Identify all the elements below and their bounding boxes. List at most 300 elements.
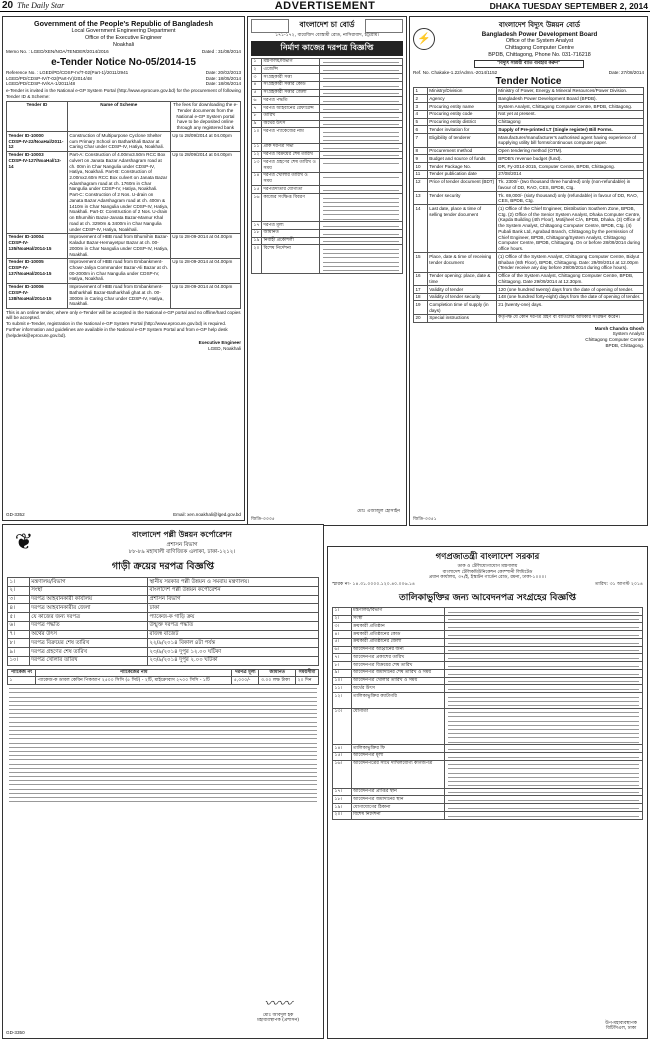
table-row — [252, 120, 403, 128]
bpdb-table — [413, 87, 644, 323]
tea-row-number: ২০ — [252, 245, 262, 273]
bpdb-row-label: Tender Package No. — [427, 163, 496, 171]
govt-signer-org: বিটিসিএল, ঢাকা — [605, 1026, 637, 1032]
filler-line — [9, 686, 317, 689]
table-row — [333, 745, 643, 753]
lged-scheme-name: Improvement of HBB road from Embankment-Chowr-Jaliya Commander Bazar-Ali Bazar at ch. 00-2000m in Char Nangulia under CDSP-IV, Hatiya, Noakhali. — [67, 258, 170, 283]
lged-tender-ad — [2, 16, 245, 521]
tea-note-box-left — [251, 19, 289, 33]
filler-line — [9, 728, 317, 731]
bpdb-row-label: Special instructions — [427, 314, 496, 322]
tea-row-number: ১৯ — [252, 237, 262, 245]
rural-row-label: যে কাজের জন্য দরপত্র — [29, 613, 147, 622]
filler-line — [9, 749, 317, 752]
tea-row-value — [319, 66, 402, 74]
govt-row-label: যোগ্যতা — [351, 708, 444, 745]
table-row — [7, 132, 241, 151]
filler-line — [9, 707, 317, 710]
bpdb-row-number: 6 — [414, 126, 428, 134]
bpdb-centre: Chittagong Computer Centre — [505, 44, 574, 51]
tea-row-value — [319, 128, 402, 144]
filler-line — [323, 216, 398, 219]
tea-row-number: ৯ — [252, 120, 262, 128]
rural-row-number: ১। — [8, 578, 30, 587]
bpdb-row-value: Ministry of Power, Energy & Mineral Resources/Power Division. — [496, 87, 643, 95]
govt-row-value — [444, 788, 642, 796]
govt-title: গণপ্রজাতন্ত্রী বাংলাদেশ সরকার — [435, 552, 540, 562]
filler-line — [448, 609, 638, 612]
filler-line — [9, 757, 317, 760]
rural-row-number: ৬। — [8, 621, 30, 630]
govt-row-value — [444, 615, 642, 623]
tea-heading: নির্মাণ কাজের দরপত্র বিজ্ঞপ্তি — [251, 41, 403, 56]
filler-line — [323, 161, 398, 164]
rural-row-value: উন্মুক্ত দরপত্র পদ্ধতি — [147, 621, 318, 630]
govt-row-number: ১১। — [333, 685, 352, 693]
govt-row-number: ১৪। — [333, 745, 352, 753]
bpdb-row-label: Tender invitation for — [427, 126, 496, 134]
bpdb-row-value: কর্তৃপক্ষ যে কোন দরপত্র গ্রহণ বা বাতিলের অধিকার সংরক্ষণ করেন। — [496, 314, 643, 322]
tea-row-number: ১৩ — [252, 159, 262, 172]
rural-row-number: ১০। — [8, 656, 30, 665]
rural-row-number: ৮। — [8, 639, 30, 648]
bpdb-row-number: 5 — [414, 118, 428, 126]
govt-row-value — [444, 623, 642, 631]
tea-row-number: ১৫ — [252, 186, 262, 194]
tea-table — [251, 58, 403, 274]
lged-reference-no: LGED/PD/CDSP-IV/KA-1/2011/48 — [6, 81, 76, 87]
table-row — [8, 613, 319, 622]
lged-memo: Memo No. : LGED/XEN/NOA/TENDER/2014/2016 — [6, 49, 109, 55]
table-row — [252, 172, 403, 185]
bpdb-row-label: Procuring entity district — [427, 118, 496, 126]
govt-row-label: তালিকাভুক্তির ফি — [351, 745, 444, 753]
filler-line — [323, 268, 398, 271]
filler-line — [9, 799, 317, 802]
rural-row-label: দরপত্র বিক্রয়ের শেষ তারিখ — [29, 639, 147, 648]
bpdb-row-value: Chittagong — [496, 118, 643, 126]
tea-row-label: দরপত্র মূল্য — [261, 222, 319, 230]
tea-row-value — [319, 172, 402, 185]
lged-signer-org: LGED, Noakhali — [208, 346, 241, 352]
govt-row-label: আবেদনপত্র জমাদানের শেষ তারিখ ও সময় — [351, 669, 444, 677]
filler-line — [323, 264, 398, 267]
filler-line — [448, 806, 638, 809]
page-number: 20 — [2, 0, 14, 11]
table-row — [8, 677, 319, 685]
bpdb-row-value: Manufacturer/manufacturer's authorised agent having experience of supplying utility bill forms/continuous computer paper. — [496, 134, 643, 147]
govt-row-value — [444, 693, 642, 709]
filler-line — [448, 656, 638, 659]
table-row — [414, 163, 644, 171]
tea-row-number: ১১ — [252, 143, 262, 151]
filler-line — [448, 770, 638, 773]
newspaper-masthead — [0, 0, 650, 12]
table-row — [252, 89, 403, 97]
filler-line — [448, 617, 638, 620]
table-row — [414, 126, 644, 134]
tea-row-label: তারিখ — [261, 112, 319, 120]
govt-row-number: ১৮। — [333, 796, 352, 804]
bpdb-title-en: Bangladesh Power Development Board — [481, 31, 598, 38]
table-row — [333, 607, 643, 615]
table-row — [414, 134, 644, 147]
lged-scheme-name: Construction of Multipurpose Cyclone Shelter cum Primary School on Batharkhali Bazar at Caring Char under CDSP-IV, Hatiya, Noakhali. — [67, 132, 170, 151]
tea-row-label: দরপত্র বিক্রয়ের শেষ তারিখ — [261, 151, 319, 159]
filler-line — [448, 640, 638, 643]
lged-email: Email: xen.noakhali@lged.gov.bd — [173, 512, 241, 518]
tea-title: বাংলাদেশ চা বোর্ড — [299, 20, 355, 29]
govt-heading: তালিকাভুক্তির জন্য আবেদনপত্র সংগ্রহের বিজ্ঞপ্তি — [398, 592, 577, 603]
rural-vehicle-ad — [2, 524, 324, 1039]
filler-line — [323, 83, 398, 86]
filler-line — [9, 774, 317, 777]
bpdb-row-value: 148 (one hundred forty-eight) days from the date of opening of tender. — [496, 293, 643, 301]
filler-line — [448, 798, 638, 801]
filler-line — [323, 134, 398, 137]
rural-row-label: দরপত্র আহবানকারী কার্যালয় — [29, 595, 147, 604]
rural-logo-icon: ❦ — [14, 530, 34, 555]
rural-signature-image: 〰〰 — [264, 995, 293, 1012]
govt-row-label: সংস্থা — [351, 615, 444, 623]
rural-row-value: ঢাকা — [147, 604, 318, 613]
lged-scheme-name: Improvement of HBB road from Embankment-Batharkhali Bazar-Batharkhali ghat at ch. 00-3000m in Caring Char under CDSP-IV, Hatiya, Noakhali. — [67, 283, 170, 308]
govt-row-value — [444, 662, 642, 670]
rural-row-number: ৩। — [8, 595, 30, 604]
tea-row-label: দরপত্র গ্রহণের শেষ তারিখ ও সময় — [261, 159, 319, 172]
table-row — [333, 669, 643, 677]
tea-row-number: ১৬ — [252, 194, 262, 222]
lged-footer-line: To submit e-Tender, registration in the National e-GP System Portal (http://www.eprocure.gov.bd) is required. — [6, 321, 227, 327]
table-row — [8, 656, 319, 665]
lged-notice-title: e-Tender Notice No-05/2014-15 — [51, 56, 196, 68]
table-row — [333, 796, 643, 804]
filler-line — [448, 625, 638, 628]
rural-row-label: অর্থের উৎস — [29, 630, 147, 639]
rural-package-cell: প্যাকেজ-ক ডাবল কেবিন পিকআপ ২৫০০ সিসি (৫ সিট) - ২টি, মাইক্রোবাস ২৭০০ সিসি - ১টি — [36, 677, 232, 685]
lged-fee-deadline: Up to 28/09/2014 at 04.00pm — [170, 132, 240, 151]
bpdb-row-value: Office of the System Analyst, Chittagong Computer Centre, BPDB, Chittagong. Date 29/09/2014 at 12.30pm. — [496, 272, 643, 285]
rural-row-number: ৫। — [8, 613, 30, 622]
table-row — [333, 804, 643, 812]
filler-line — [9, 745, 317, 748]
tea-row-value — [319, 74, 402, 82]
tea-row-label: মন্ত্রণালয়/বিভাগ — [261, 58, 319, 66]
bpdb-row-number: 9 — [414, 155, 428, 163]
rural-row-value: ২৩/৯/২০১৪ দুপুর ২.০০ ঘটিকা — [147, 656, 318, 665]
bpdb-address: BPDB, Chittagong, Phone No. 031-716218 — [488, 51, 591, 58]
filler-line — [9, 778, 317, 781]
filler-line — [448, 731, 638, 734]
bpdb-row-label: Procurement method — [427, 147, 496, 155]
govt-row-label: আবেদনপত্রের সাথে দাখিলযোগ্য কাগজপত্র — [351, 760, 444, 788]
tea-row-number: ৫ — [252, 89, 262, 97]
filler-line — [448, 671, 638, 674]
table-row — [252, 74, 403, 82]
table-row — [414, 178, 644, 191]
table-row — [333, 623, 643, 631]
table-row — [414, 118, 644, 126]
lged-intro: e-Tender is invited in the National e-GP System Portal (http://www.eprocure.gov.bd) for the procurement of following Tender ID & Scheme: — [6, 88, 241, 99]
tea-row-value — [319, 58, 402, 66]
filler-line — [448, 762, 638, 765]
bpdb-row-label: Tender publication date — [427, 170, 496, 178]
lged-dept: Local Government Engineering Department — [71, 28, 176, 34]
bpdb-row-label: Place, date & time of receiving tender document — [427, 253, 496, 272]
table-row — [252, 229, 403, 237]
filler-line — [9, 715, 317, 718]
filler-line — [448, 703, 638, 706]
bpdb-row-value: Open tendering method (OTM). — [496, 147, 643, 155]
bpdb-row-number: 16 — [414, 272, 428, 285]
filler-line — [323, 255, 398, 258]
filler-line — [323, 107, 398, 110]
bpdb-row-number: 4 — [414, 110, 428, 118]
tea-row-label: সংগ্রহকারী সত্তা — [261, 74, 319, 82]
govt-row-value — [444, 654, 642, 662]
filler-line — [448, 695, 638, 698]
filler-line — [448, 775, 638, 778]
govt-row-value — [444, 669, 642, 677]
lged-references — [6, 70, 241, 87]
bpdb-footer-code: জিডি-৩৩৫১ — [413, 517, 437, 523]
lged-tender-id: Tender ID-10004 CDSP-IV-135/NoaHal/2014-15 — [7, 233, 68, 258]
govt-row-label: যোগাযোগের ঠিকানা — [351, 804, 444, 812]
filler-line — [448, 710, 638, 713]
filler-line — [323, 188, 398, 191]
rural-package-cell: ৫,০০০/- — [232, 677, 259, 685]
tea-row-label: অর্থের উৎস — [261, 120, 319, 128]
govt-row-label: আবেদনপত্র প্রাপ্তির স্থান — [351, 788, 444, 796]
table-row — [414, 110, 644, 118]
tea-row-number: ৪ — [252, 81, 262, 89]
govt-memo-date: তারিখ: ৩১ আগস্ট ২০১৪ — [594, 582, 643, 588]
rural-signer: মোঃ আবদুল হক — [262, 1012, 294, 1018]
rural-row-value: প্রশাসন বিভাগ — [147, 595, 318, 604]
table-row — [252, 105, 403, 113]
tea-row-label: দরপত্র আহবানের রেফারেন্স — [261, 105, 319, 113]
rural-row-label: দরপত্র আহবানকারীর জেলা — [29, 604, 147, 613]
tea-row-value — [319, 81, 402, 89]
table-row — [7, 151, 241, 233]
govt-row-label: বিশেষ নির্দেশনা — [351, 811, 444, 819]
tea-row-label: জামানত — [261, 229, 319, 237]
tea-row-number: ১৭ — [252, 222, 262, 230]
bpdb-row-label: Tender opening: place, date & time — [427, 272, 496, 285]
tea-row-value — [319, 245, 402, 273]
bpdb-motto: "বিদ্যুৎ সাশ্রয়ী বাতি ব্যবহার করুন" — [474, 60, 584, 68]
tea-row-label: নির্বাহী প্রকৌশলী — [261, 237, 319, 245]
tea-address: ১৭১-১৭২, বায়েজিদ বোস্তামী রোড, নাসিরাবাদ, চট্টগ্রাম। — [275, 33, 379, 38]
filler-line — [448, 754, 638, 757]
govt-row-number: ৩। — [333, 623, 352, 631]
lged-footer-text — [6, 310, 241, 339]
filler-line — [323, 114, 398, 117]
filler-line — [448, 699, 638, 702]
table-row — [8, 639, 319, 648]
table-row — [333, 708, 643, 745]
govt-row-label: আবেদনপত্র বিক্রয়ের শেষ তারিখ — [351, 662, 444, 670]
tea-row-number: ১ — [252, 58, 262, 66]
table-row — [252, 58, 403, 66]
bpdb-row-value: Bangladesh Power Development Board (BPDB). — [496, 95, 643, 103]
filler-line — [9, 736, 317, 739]
table-row — [333, 760, 643, 788]
lged-col-scheme: Name of Scheme — [67, 101, 170, 132]
govt-row-number: ৪। — [333, 631, 352, 639]
bpdb-row-value: Supply of Pre-printed LT (Single register) Bill Forms. — [496, 126, 643, 134]
bpdb-row-value: DR, Fy-2014-2015, Computer Centre, BPDB, Chittagong. — [496, 163, 643, 171]
govt-signer: উপ-মহাব্যবস্থাপক — [605, 1020, 637, 1026]
table-row — [8, 586, 319, 595]
govt-row-number: ১৭। — [333, 788, 352, 796]
filler-line — [323, 247, 398, 250]
lged-footer-line: Further information and guidelines are available in the National e-GP System Portal and from e-GP help desk (helpdesk@eprocure.gov.bd). — [6, 326, 228, 338]
filler-line — [448, 723, 638, 726]
govt-row-value — [444, 760, 642, 788]
filler-line — [323, 208, 398, 211]
table-row — [333, 638, 643, 646]
govt-row-label: আবেদনপত্র জমাদানের স্থান — [351, 796, 444, 804]
table-row — [252, 151, 403, 159]
bpdb-row-value: (1) Office of the System Analyst, Chittagong Computer Centre, Bidyut Bhaban (6th Floor), BPDB, Chittagong. Date: 29/09/2014 at 12.00pm (Tender receive any day before 29/09/2014 during office hours). — [496, 253, 643, 272]
table-row — [7, 233, 241, 258]
bpdb-row-number: 18 — [414, 293, 428, 301]
bpdb-signer: Marsh Chandra Ghosh — [594, 325, 644, 331]
lged-reference-line — [6, 81, 241, 87]
bpdb-row-label: Price of tender document (BDT) — [427, 178, 496, 191]
tea-row-value — [319, 97, 402, 105]
tea-row-label: দরপত্রদাতার যোগ্যতা — [261, 186, 319, 194]
filler-line — [9, 766, 317, 769]
govt-row-value — [444, 607, 642, 615]
filler-line — [323, 239, 398, 242]
tea-row-number: ২ — [252, 66, 262, 74]
rural-heading: গাড়ী ক্রয়ের দরপত্র বিজ্ঞপ্তি — [111, 561, 215, 572]
bpdb-tender-ad — [409, 16, 648, 526]
bpdb-row-number: 3 — [414, 103, 428, 111]
table-row — [252, 194, 403, 222]
tea-row-value — [319, 222, 402, 230]
filler-line — [323, 99, 398, 102]
govt-row-label: তালিকাভুক্তির ক্যাটাগরি — [351, 693, 444, 709]
lged-signer: Executive Engineer — [198, 340, 241, 346]
bpdb-row-number: 11 — [414, 170, 428, 178]
filler-line — [323, 174, 398, 177]
bpdb-row-number: 12 — [414, 178, 428, 191]
bpdb-row-number: 14 — [414, 205, 428, 253]
filler-line — [323, 68, 398, 71]
bpdb-signer-org: Chittagong Computer Centre — [585, 337, 644, 343]
bpdb-row-number: 20 — [414, 314, 428, 322]
bpdb-row-label: Agency — [427, 95, 496, 103]
table-row — [252, 222, 403, 230]
table-row — [414, 314, 644, 322]
tea-row-label: সংগ্রহকারী সত্তার জেলা — [261, 89, 319, 97]
table-row — [252, 66, 403, 74]
lged-tender-table — [6, 101, 241, 309]
tea-row-label: কাজের সংক্ষিপ্ত বিবরণ — [261, 194, 319, 222]
tea-row-value — [319, 112, 402, 120]
table-row — [333, 677, 643, 685]
rural-row-number: ৪। — [8, 604, 30, 613]
govt-enlistment-ad — [327, 546, 648, 1039]
filler-line — [323, 251, 398, 254]
bpdb-title-bn: বাংলাদেশ বিদ্যুৎ উন্নয়ন বোর্ড — [498, 21, 581, 29]
filler-line — [448, 664, 638, 667]
lged-gov-title: Government of the People's Republic of Bangladesh — [33, 19, 214, 28]
rural-title: বাংলাদেশ পল্লী উন্নয়ন কর্পোরেশন — [132, 530, 232, 540]
govt-row-number: ১০। — [333, 677, 352, 685]
filler-line — [448, 633, 638, 636]
tea-row-number: ১৪ — [252, 172, 262, 185]
govt-memo: স্মারক নং- ১৪.৩১.০০০০.১২০.৪০.০০৬.১৪ — [332, 582, 416, 588]
bpdb-row-number: 10 — [414, 163, 428, 171]
tea-row-number: ৭ — [252, 105, 262, 113]
filler-line — [323, 145, 398, 148]
lged-tender-id: Tender ID-10000 CDSP-IV-22/NoaHal/2011-12 — [7, 132, 68, 151]
rural-package-cell: ২০ দিন — [296, 677, 319, 685]
lged-tender-id: Tender ID-10005 CDSP-IV-137/NoaHal/2014-15 — [7, 258, 68, 283]
table-row — [252, 97, 403, 105]
filler-line — [323, 259, 398, 262]
rural-row-number: ৭। — [8, 630, 30, 639]
lged-fee-deadline: Up to 28/09/2014 at 04.00pm — [170, 151, 240, 233]
bpdb-row-label: Last date, place & time of selling tender document — [427, 205, 496, 253]
filler-line — [323, 212, 398, 215]
tea-row-value — [319, 237, 402, 245]
tea-row-value — [319, 105, 402, 113]
filler-line — [323, 138, 398, 141]
tea-row-label: এজেন্সি — [261, 66, 319, 74]
rural-row-value: ২২/৯/২০১৪ বিকাল ৪টা পর্যন্ত — [147, 639, 318, 648]
filler-line — [9, 724, 317, 727]
table-row — [333, 631, 643, 639]
govt-row-number: ৯। — [333, 669, 352, 677]
bpdb-row-label: Tender security — [427, 192, 496, 205]
table-row — [333, 811, 643, 819]
lged-fee-deadline: Up to 28-09-2014 at 04.00pm — [170, 258, 240, 283]
rural-row-value: রাজস্ব বাজেট — [147, 630, 318, 639]
bpdb-row-label: Budget and source of funds — [427, 155, 496, 163]
filler-line — [448, 687, 638, 690]
rural-row-label: মন্ত্রণালয়/বিভাগ — [29, 578, 147, 587]
govt-row-number: ১৯। — [333, 804, 352, 812]
govt-row-value — [444, 745, 642, 753]
lged-tender-id: Tender ID-10006 CDSP-IV-138/NoaHal/2014-15 — [7, 283, 68, 308]
table-row — [333, 685, 643, 693]
table-row — [333, 646, 643, 654]
govt-row-value — [444, 708, 642, 745]
tea-row-number: ১০ — [252, 128, 262, 144]
bpdb-row-number: 2 — [414, 95, 428, 103]
filler-line — [448, 679, 638, 682]
govt-row-label: আবেদনপত্র আহ্বানের জন্য — [351, 646, 444, 654]
tea-note-box-right — [365, 19, 403, 33]
table-row — [8, 595, 319, 604]
rural-row-value: প্যাকেজ-ক গাড়ি ক্রয় — [147, 613, 318, 622]
table-row — [252, 128, 403, 144]
table-row — [414, 205, 644, 253]
filler-line — [9, 753, 317, 756]
filler-line — [9, 690, 317, 693]
table-row — [8, 648, 319, 657]
filler-line — [448, 739, 638, 742]
govt-row-value — [444, 685, 642, 693]
govt-row-number: ৬। — [333, 646, 352, 654]
table-row — [8, 630, 319, 639]
filler-line — [9, 761, 317, 764]
